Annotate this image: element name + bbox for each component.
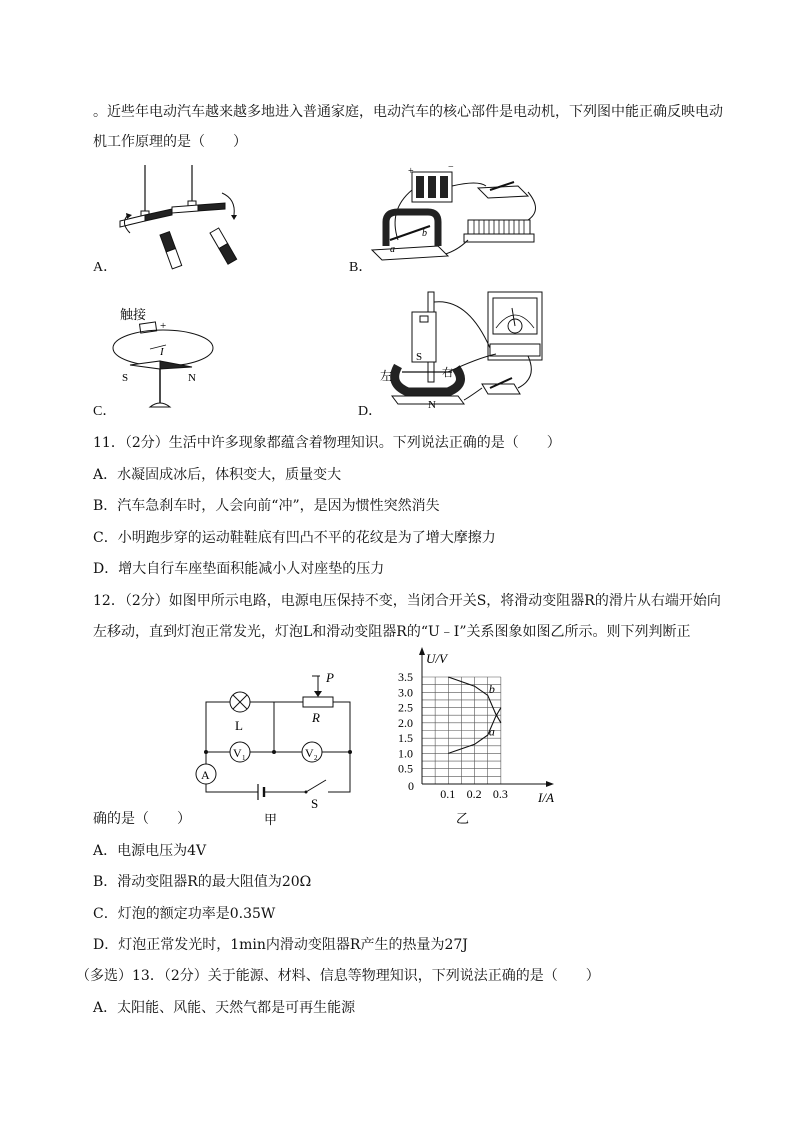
q11-option-a: A．水凝固成冰后，体积变大，质量变大 [93, 467, 342, 483]
q10-label-c: C． [93, 404, 117, 419]
svg-text:S: S [122, 372, 129, 384]
x-axis-arrow [546, 781, 554, 787]
series-label-a: a [488, 724, 495, 739]
y-axis-label: U/V [426, 651, 447, 666]
svg-text:A: A [201, 768, 210, 782]
svg-text:触接: 触接 [120, 307, 147, 322]
y-tick-label: 0.5 [398, 761, 413, 776]
svg-text:L: L [235, 718, 243, 733]
svg-text:+: + [160, 320, 167, 332]
svg-text:N: N [188, 372, 196, 384]
q12-stem-line1: 12．（2分）如图甲所示电路，电源电压保持不变，当闭合开关S，将滑动变阻器R的滑片从右端开始向 [93, 593, 721, 609]
chart-caption: 乙 [456, 811, 470, 826]
y-tick-label: 2.0 [398, 715, 413, 730]
q12-option-b: B．滑动变阻器R的最大阻值为20Ω [93, 874, 312, 890]
svg-text:b: b [422, 228, 427, 239]
svg-text:+: + [408, 166, 414, 177]
q10-figure-c [108, 303, 218, 413]
q12-ui-chart [382, 643, 566, 833]
q10-figure-a [110, 163, 260, 273]
svg-text:S: S [416, 351, 423, 363]
svg-text:左: 左 [380, 369, 393, 383]
q11-option-c: C．小明跑步穿的运动鞋鞋底有凹凸不平的花纹是为了增大摩擦力 [93, 530, 496, 546]
svg-text:a: a [390, 244, 395, 255]
svg-text:−: − [448, 162, 454, 173]
q12-option-c: C．灯泡的额定功率是0.35W [93, 906, 276, 922]
q12-stem-line2: 左移动，直到灯泡正常发光，灯泡L和滑动变阻器R的“U﹣I”关系图象如图乙所示。则下列判断正 [93, 624, 691, 640]
q13-stem: （多选）13．（2分）关于能源、材料、信息等物理知识，下列说法正确的是（ ） [76, 968, 600, 984]
svg-text:V: V [233, 746, 242, 760]
q12-stem-line3: 确的是（ ） [93, 811, 191, 827]
q10-label-a: A． [93, 260, 118, 275]
svg-text:1: 1 [242, 754, 246, 762]
svg-text:N: N [428, 399, 436, 410]
y-tick-label: 1.5 [398, 731, 413, 746]
svg-text:甲: 甲 [264, 812, 278, 826]
q12-option-d: D．灯泡正常发光时，1min内滑动变阻器R产生的热量为27J [93, 937, 468, 953]
y-tick-label: 2.5 [398, 700, 413, 715]
q11-option-b: B．汽车急刹车时，人会向前“冲”，是因为惯性突然消失 [93, 498, 440, 514]
q10-figure-b [368, 160, 548, 272]
q10-label-d: D． [358, 404, 383, 419]
q12-circuit-diagram [188, 666, 360, 826]
series-label-b: b [488, 682, 495, 696]
svg-text:P: P [326, 670, 334, 685]
x-tick-label: 0.2 [466, 787, 482, 801]
q10-figure-d [378, 288, 548, 410]
origin-label: 0 [408, 779, 414, 793]
svg-text:2: 2 [314, 754, 318, 762]
x-axis-label: I/A [538, 790, 554, 805]
q13-option-a: A．太阳能、风能、天然气都是可再生能源 [93, 1000, 356, 1016]
q10-stem-line1: 。近些年电动汽车越来越多地进入普通家庭，电动汽车的核心部件是电动机，下列图中能正确反映电动 [93, 104, 723, 120]
x-tick-label: 0.1 [440, 787, 456, 801]
x-tick-label: 0.3 [492, 787, 508, 801]
q11-stem: 11．（2分）生活中许多现象都蕴含着物理知识。下列说法正确的是（ ） [93, 435, 561, 451]
svg-text:V: V [305, 746, 314, 760]
svg-text:R: R [312, 710, 320, 725]
svg-text:S: S [311, 796, 319, 811]
q11-option-d: D．增大自行车座垫面积能减小人对座垫的压力 [93, 561, 385, 577]
q12-option-a: A．电源电压为4V [93, 843, 207, 859]
svg-text:右: 右 [442, 367, 453, 379]
svg-text:I: I [160, 346, 164, 358]
q10-label-b: B． [349, 260, 373, 275]
q10-stem-line2: 机工作原理的是（ ） [93, 134, 247, 150]
y-tick-label: 1.0 [398, 746, 413, 761]
y-axis-arrow [419, 647, 425, 655]
y-tick-label: 3.5 [398, 670, 413, 684]
y-tick-label: 3.0 [398, 685, 413, 700]
